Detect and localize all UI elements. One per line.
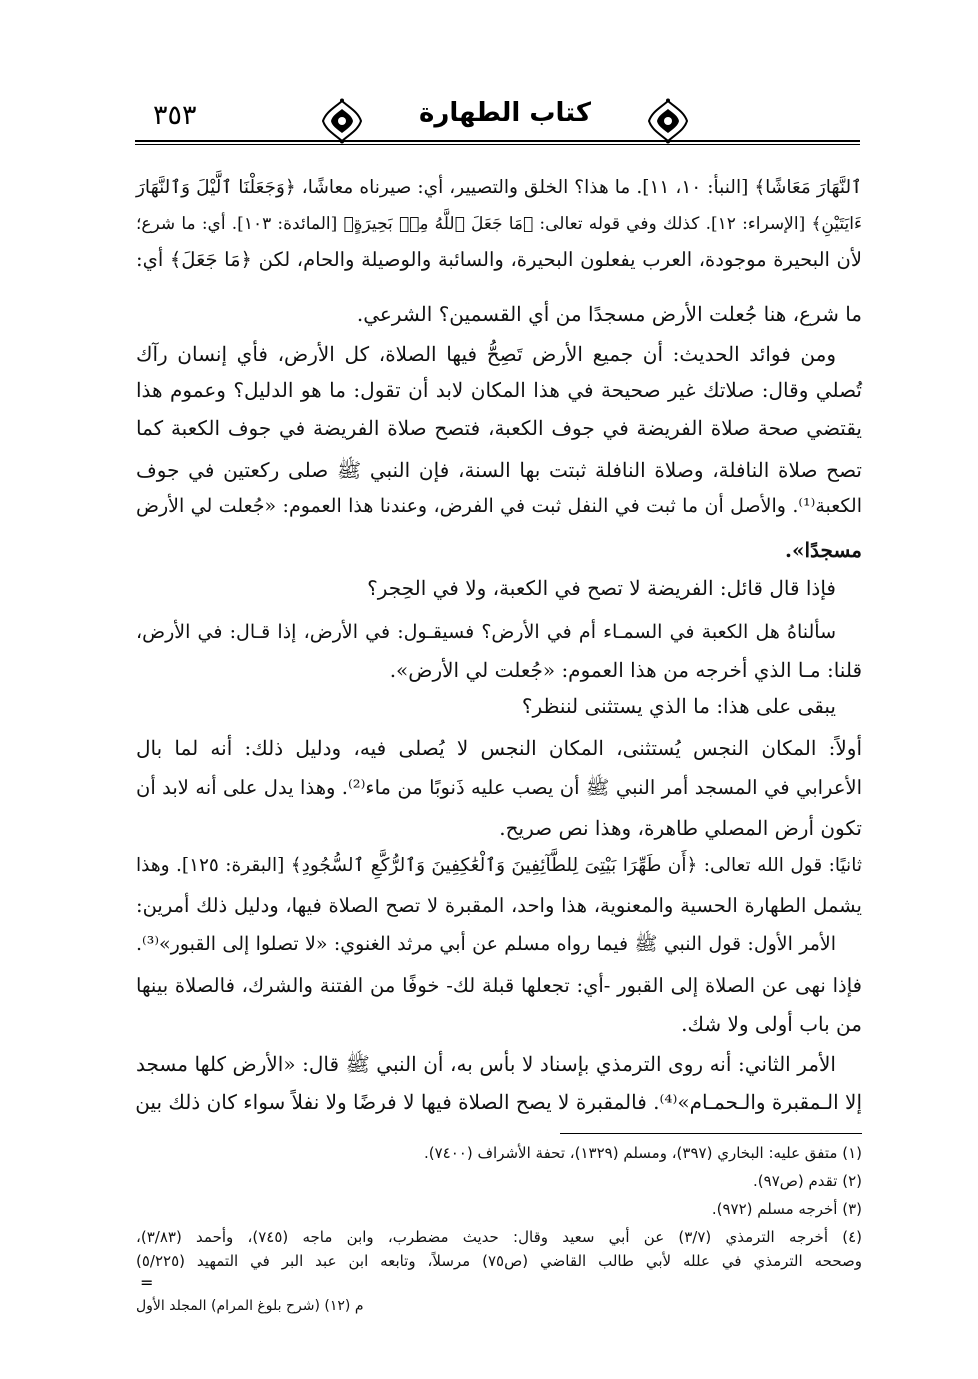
footnote: وصححه الترمذي في علله لأبي طالب القاضي (ص٧٥) مرسلاً، وتابعه ابن عبد البر في التمهيد (٥/٢٢٥) — [136, 1252, 862, 1270]
text-line: الأمر الثاني: أنه روى الترمذي بإسناد لا بأس به، أن النبي ﷺ قال: «الأرض كلها مسجد — [136, 1052, 836, 1076]
continuation-mark: = — [140, 1273, 154, 1292]
text-line: مسجدًا». — [785, 538, 862, 562]
footnote: (١) متفق عليه: البخاري (٣٩٧)، ومسلم (١٣٢٩)، تحفة الأشراف (٧٤٠٠). — [424, 1144, 862, 1162]
right-ornament-icon — [646, 98, 690, 144]
text-line: الكعبة⁽¹⁾. والأصل أن ما ثبت في النفل ثبت في الفرض، وعندنا هذا العموم: «جُعلت لي الأرض — [136, 495, 862, 517]
text-line: تُصلي وقال: صلاتك غير صحيحة في هذا المكان لابد أن تقول: ما هو الدليل؟ وعموم هذا — [136, 378, 862, 402]
footnote: (٤) أخرجه الترمذي (٣/٧) عن أبي سعيد وقال: حديث مضطرب، وابن ماجه (٧٤٥)، وأحمد (٣/٨٣)، — [136, 1228, 863, 1246]
book-title: كتاب الطهارة — [419, 98, 591, 128]
text-line: ثانيًا: قول الله تعالى: ﴿أَن طَهِّرَا بَيْتِىَ لِلطَّآئِفِينَ وَٱلْعَٰكِفِينَ وَٱلرُّكَّعِ ٱلسُّجُودِ﴾ [البقرة: ١٢٥]. وهذا — [136, 855, 862, 876]
text-line: ءَايَتَيْنِ﴾ [الإسراء: ١٢]. كذلك وفي قوله تعالى: ﴿مَا جَعَلَ ٱللَّهُ مِنۢ بَحِيرَةٍ﴾ [المائدة: ١٠٣]. أي: ما شرع؛ — [136, 214, 862, 234]
text-line: تكون أرض المصلي طاهرة، وهذا نص صريح. — [499, 816, 862, 840]
header-divider-thin — [135, 144, 860, 145]
text-line: سألناهُ هل الكعبة في السمـاء أم في الأرض؟ فسيقـول: في الأرض، إذا قـال: في الأرض، — [136, 621, 836, 643]
text-line: الأمر الأول: قول النبي ﷺ فيما رواه مسلم عن أبي مرثد الغنوي: «لا تصلوا إلى القبور»⁽³⁾. — [136, 933, 836, 955]
footnote-divider — [560, 1133, 862, 1134]
text-line: لأن البحيرة موجودة، العرب يفعلون البحيرة، والسائبة والوصيلة والحام، لكن ﴿مَا جَعَلَ﴾ أي: — [136, 248, 862, 271]
text-line: أولاً: المكان النجس يُستثنى، المكان النجس لا يُصلى فيه، ودليل ذلك: أنه لما بال — [136, 736, 862, 760]
text-line: يشمل الطهارة الحسية والمعنوية، هذا واحد، المقبرة لا تصح الصلاة فيها، ودليل ذلك أمرين: — [136, 894, 862, 917]
page-header — [135, 92, 860, 154]
text-line: الأعرابي في المسجد أمر النبي ﷺ أن يصب عليه ذَنوبًا من ماء⁽²⁾. وهذا يدل على أنه لابد أن — [136, 776, 862, 799]
text-line: ٱلنَّهَارَ مَعَاشًا﴾ [النبأ: ١٠، ١١]. ما هذا؟ الخلق والتصيير، أي: صيرناه معاشًا، ﴿وَجَعَلْنَا ٱلَّيْلَ وَٱلنَّهَارَ — [136, 177, 862, 198]
text-line: تصح صلاة النافلة، وصلاة النافلة ثبتت بها السنة، فإن النبي ﷺ صلى ركعتين في جوف — [136, 458, 862, 482]
text-line: فإذا نهى عن الصلاة إلى القبور -أي: تجعلها قبلة لك- خوفًا من الفتنة والشرك، فالصلاة بينها — [136, 974, 862, 997]
signature-line: م (١٢) (شرح بلوغ المرام) المجلد الأول — [136, 1298, 364, 1314]
footnote: (٢) تقدم (ص٩٧). — [753, 1172, 862, 1190]
text-line: من باب أولى ولا شك. — [681, 1012, 862, 1036]
text-line: ومن فوائد الحديث: أن جميع الأرض تَصِحُّ فيها الصلاة، كل الأرض، فأي إنسان رآك — [136, 342, 836, 366]
header-divider — [135, 140, 860, 142]
text-line: يبقى على هذا: ما الذي يستثنى لننظر؟ — [521, 694, 836, 718]
text-line: إلا الـمقبرة والـحمـام»⁽⁴⁾. فالمقبرة لا يصح الصلاة فيها لا فرضًا ولا نفلاً سواء كان ذلك بين — [135, 1090, 862, 1114]
text-line: فإذا قال قائل: الفريضة لا تصح في الكعبة، ولا في الحِجر؟ — [367, 576, 836, 600]
footnote: (٣) أخرجه مسلم (٩٧٢). — [711, 1200, 862, 1218]
text-line: قلنا: مـا الذي أخرجه من هذا العموم: «جُعلت لي الأرض». — [389, 658, 862, 682]
text-line: يقتضي صحة صلاة الفريضة في جوف الكعبة، فتصح صلاة الفريضة في جوف الكعبة كما — [136, 416, 863, 440]
left-ornament-icon — [320, 98, 364, 144]
text-line: ما شرع، هنا جُعلت الأرض مسجدًا من أي القسمين؟ الشرعي. — [356, 302, 862, 326]
page-number: ٣٥٣ — [153, 100, 197, 131]
